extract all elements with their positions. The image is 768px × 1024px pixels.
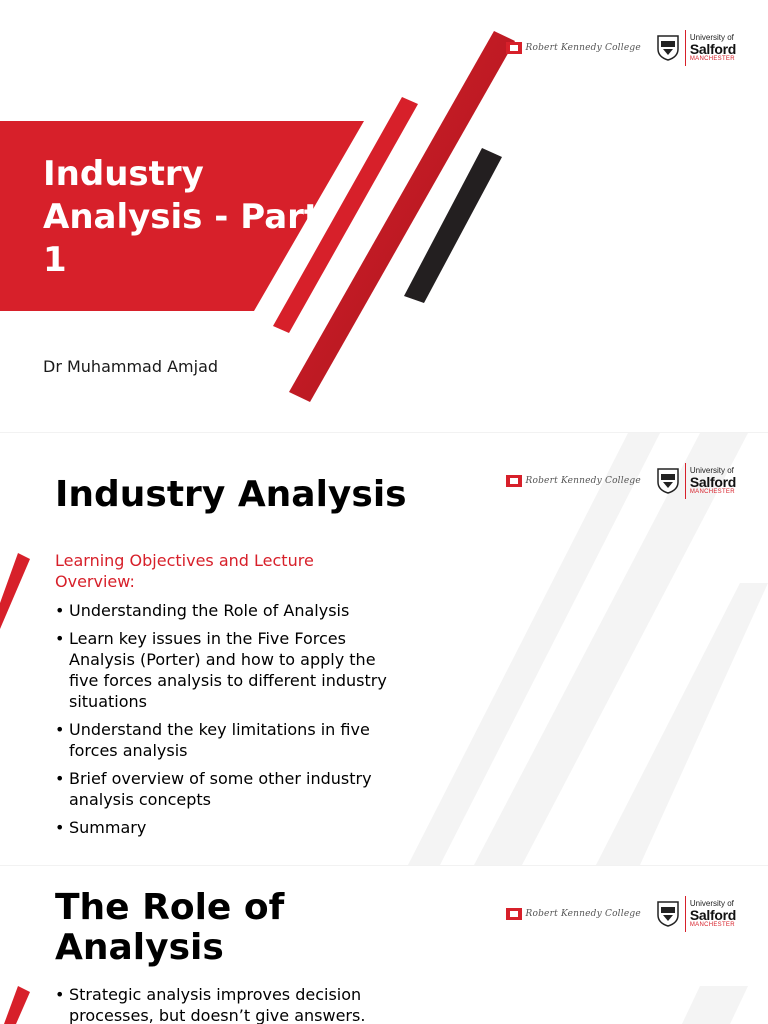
logo-divider: [685, 896, 686, 932]
bullet-icon: •: [55, 818, 65, 837]
author-name: Dr Muhammad Amjad: [43, 357, 219, 376]
section-subheading: Learning Objectives and Lecture Overview:: [55, 551, 314, 591]
college-name: Robert Kennedy College: [525, 909, 641, 919]
header-logos: [506, 463, 736, 499]
title-slide: [0, 0, 768, 432]
list-item-text: Understanding the Role of Analysis: [69, 601, 350, 620]
logo-divider: [685, 30, 686, 66]
list-item: [55, 768, 400, 810]
logo-divider: [685, 463, 686, 499]
university-crest-icon: [657, 901, 679, 927]
list-item: [55, 719, 400, 761]
list-item: [55, 600, 400, 621]
list-item-text: Learn key issues in the Five Forces Analysis (Porter) and how to apply the five forces analysis to different industry situations: [69, 629, 387, 711]
bullet-icon: •: [55, 720, 65, 739]
college-name: Robert Kennedy College: [525, 476, 641, 486]
university-city: MANCHESTER: [689, 922, 735, 928]
college-name: Robert Kennedy College: [525, 43, 641, 53]
university-crest-icon: [657, 468, 679, 494]
university-prefix: University of: [689, 33, 734, 42]
red-edge-stripe: [0, 553, 30, 629]
list-item: [55, 984, 400, 1024]
university-name: Salford: [689, 41, 736, 57]
role-of-analysis-slide: [0, 866, 768, 1024]
bullet-icon: •: [55, 629, 65, 648]
university-city: MANCHESTER: [689, 489, 735, 495]
college-crest-icon: [506, 908, 522, 920]
university-crest-icon: [657, 35, 679, 61]
university-city: MANCHESTER: [689, 56, 735, 62]
list-item-text: Understand the key limitations in five forces analysis: [69, 720, 370, 760]
objectives-list: [55, 600, 400, 845]
university-prefix: University of: [689, 899, 734, 908]
university-name: Salford: [689, 907, 736, 923]
college-crest-icon: [506, 475, 522, 487]
university-prefix: University of: [689, 466, 734, 475]
slide-title: Industry Analysis - Part 1: [43, 154, 321, 280]
bullet-icon: •: [55, 985, 65, 1004]
role-list: [55, 984, 400, 1024]
red-edge-stripe: [4, 986, 30, 1024]
bullet-icon: •: [55, 769, 65, 788]
university-logo: [657, 896, 736, 932]
university-logo: [657, 30, 736, 66]
list-item-text: Strategic analysis improves decision processes, but doesn’t give answers.: [69, 985, 366, 1024]
college-logo: [506, 42, 640, 54]
objectives-slide: [0, 433, 768, 865]
university-logo: [657, 463, 736, 499]
bullet-icon: •: [55, 601, 65, 620]
list-item: [55, 817, 400, 838]
college-crest-icon: [506, 42, 522, 54]
list-item-text: Summary: [69, 818, 147, 837]
header-logos: [506, 30, 736, 66]
college-logo: [506, 908, 640, 920]
header-logos: [506, 896, 736, 932]
slide-title: Industry Analysis: [55, 474, 407, 515]
college-logo: [506, 475, 640, 487]
list-item: [55, 628, 400, 712]
university-name: Salford: [689, 474, 736, 490]
list-item-text: Brief overview of some other industry analysis concepts: [69, 769, 372, 809]
slide-title: The Role of Analysis: [55, 887, 285, 968]
